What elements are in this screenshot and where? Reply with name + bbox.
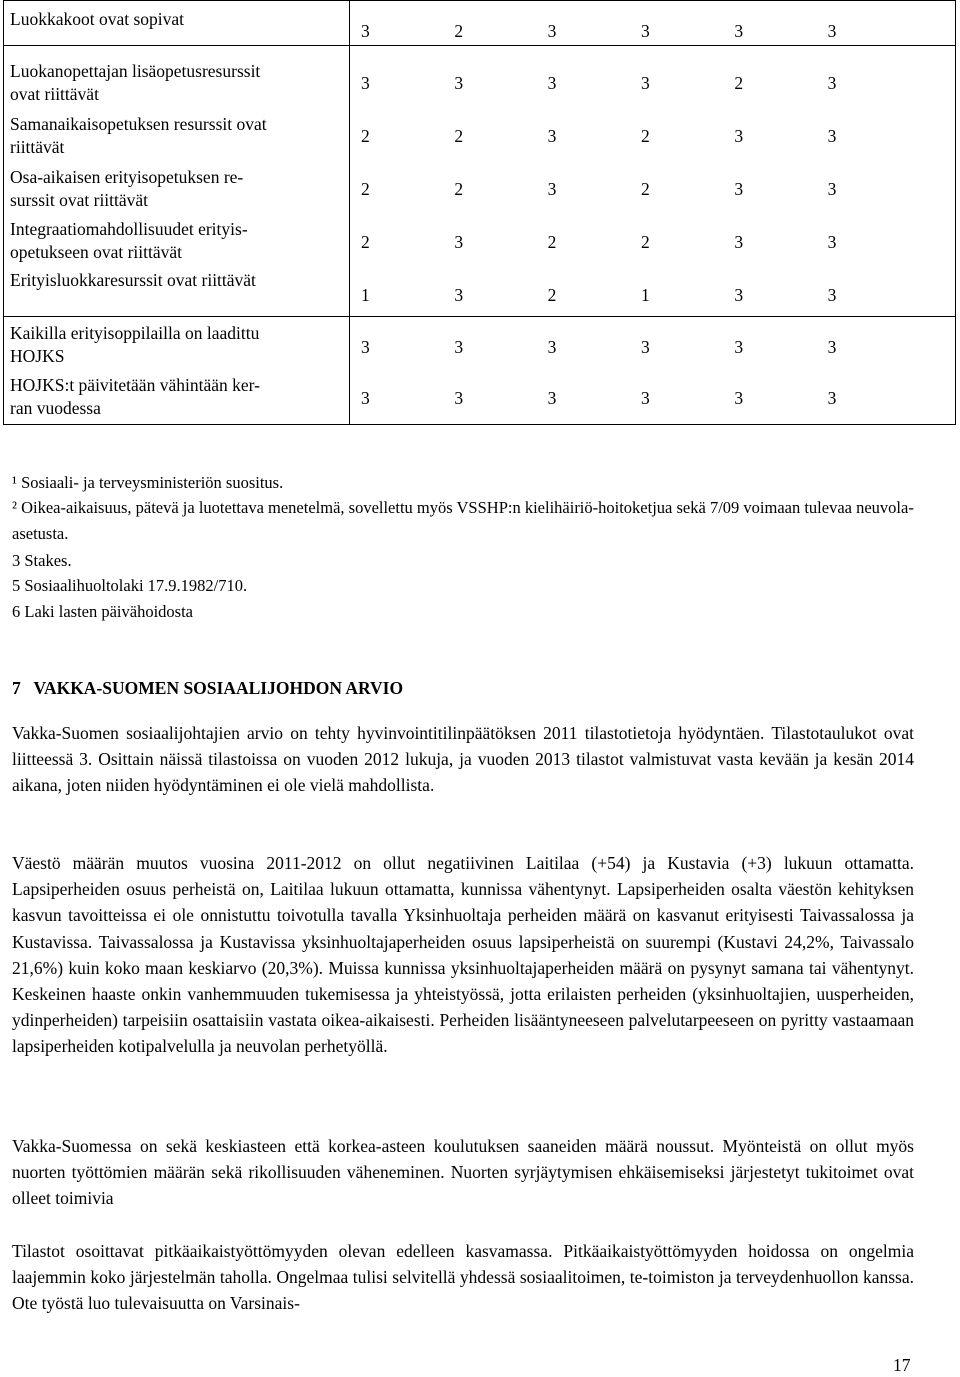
table-cell: 3 xyxy=(734,388,744,408)
table-row-label: Luokkakoot ovat sopivat xyxy=(10,9,185,29)
footnote: ¹ Sosiaali- ja terveysministeriön suositus. xyxy=(12,473,284,492)
table-cell: 3 xyxy=(827,73,837,93)
table-cell: 3 xyxy=(827,232,837,252)
table-cell: 2 xyxy=(734,73,744,93)
table-cell: 3 xyxy=(361,337,370,357)
section-heading: 7 VAKKA-SUOMEN SOSIAALIJOHDON ARVIO xyxy=(12,678,404,698)
table-cell: 3 xyxy=(640,388,650,408)
table-cell: 3 xyxy=(827,21,837,41)
table-cell: 3 xyxy=(454,73,464,93)
table-cell: 2 xyxy=(454,21,464,41)
table-cell: 3 xyxy=(454,337,464,357)
table-column-divider xyxy=(349,1,350,424)
table-cell: 3 xyxy=(454,388,464,408)
body-paragraph: Vakka-Suomen sosiaalijohtajien arvio on tehty hyvinvointitilinpäätöksen 2011 tilastotietoja hyödyntäen. Tilastotaulukot ovat liitteessä 3. Osittain näissä tilastoissa on vuoden 2012 lukuja, ja vuoden 2013 tilastot valmistuvat vasta kevään ja kesän 2014 aikana, joten niiden hyödyntäminen ei ole vielä mahdollista. xyxy=(12,723,914,796)
table-row-label: HOJKS:t päivitetään vähintään ker- ran vuodessa xyxy=(10,375,260,418)
table-row-values xyxy=(361,125,921,148)
table-cell: 2 xyxy=(361,232,370,252)
table-cell: 3 xyxy=(454,232,464,252)
table-row-values xyxy=(361,387,921,410)
table-row-label: Integraatiomahdollisuudet erityis- opetukseen ovat riittävät xyxy=(10,219,248,262)
page-number: 17 xyxy=(893,1355,911,1375)
table-cell: 3 xyxy=(827,337,837,357)
table-cell: 3 xyxy=(547,21,557,41)
table-row-label: Erityisluokkaresurssit ovat riittävät xyxy=(10,270,256,290)
table-cell: 3 xyxy=(361,21,370,41)
table-cell: 2 xyxy=(361,179,370,199)
table-row-divider xyxy=(4,316,955,317)
table-cell: 3 xyxy=(827,179,837,199)
table-row-values xyxy=(361,231,921,254)
footnote: 3 Stakes. xyxy=(12,551,72,570)
table-cell: 3 xyxy=(734,232,744,252)
footnote: ² Oikea-aikaisuus, pätevä ja luotettava menetelmä, sovellettu myös VSSHP:n kielihäiriö-hoitoketjua sekä 7/09 voimaan tulevaa neuvola-asetusta. xyxy=(12,498,914,543)
table-cell: 3 xyxy=(361,73,370,93)
table-cell: 2 xyxy=(454,179,464,199)
footnote: 6 Laki lasten päivähoidosta xyxy=(12,602,193,621)
table-cell: 2 xyxy=(454,126,464,146)
table-cell: 3 xyxy=(547,126,557,146)
table-cell: 3 xyxy=(734,21,744,41)
table-cell: 3 xyxy=(827,285,837,305)
body-paragraph: Väestö määrän muutos vuosina 2011-2012 on ollut negatiivinen Laitilaa (+54) ja Kustavia (+3) lukuun ottamatta. Lapsiperheiden osuus perheistä on, Laitilaa lukuun ottamatta, kunnissa vähentynyt. Lapsiperheiden osalta väestön kehityksen kasvun tavoitteissa ei ole onnistuttu toivotulla tavalla Yksinhuoltaja perheiden määrä on kasvanut erityisesti Taivassalossa ja Kustavissa. Taivassalossa ja Kustavissa yksinhuoltajaperheiden osuus lapsiperheistä on suurempi (Kustavi 24,2%, Taivassalo 21,6%) kuin koko maan keskiarvo (20,3%). Muissa kunnissa yksinhuoltajaperheiden määrä on pysynyt samana tai vähentynyt. Keskeinen haaste onkin vanhemmuuden tukemisessa ja yhteistyössä, jotta erilaisten perheiden (yksinhuoltajien, uusperheiden, ydinperheiden) tarpeisiin osattaisiin vastata oikea-aikaisesti. Perheiden lisääntyneeseen palvelutarpeeseen on pyritty vastaamaan lapsiperheiden kotipalvelulla ja neuvolan perhetyöllä. xyxy=(12,853,914,1057)
table-cell: 3 xyxy=(454,285,464,305)
table-row-values xyxy=(361,336,921,359)
table-row-label: Osa-aikaisen erityisopetuksen re- surssit ovat riittävät xyxy=(10,167,244,210)
table-cell: 3 xyxy=(640,73,650,93)
table-row-label: Luokanopettajan lisäopetusresurssit ovat riittävät xyxy=(10,61,261,104)
assessment-table xyxy=(3,0,956,425)
table-cell: 3 xyxy=(361,388,370,408)
table-cell: 2 xyxy=(640,126,650,146)
table-cell: 2 xyxy=(361,126,370,146)
table-row-values xyxy=(361,20,921,43)
table-cell: 3 xyxy=(734,179,744,199)
table-row-values xyxy=(361,72,921,95)
table-cell: 3 xyxy=(547,73,557,93)
table-cell: 1 xyxy=(640,285,650,305)
table-cell: 3 xyxy=(734,285,744,305)
table-cell: 1 xyxy=(361,285,370,305)
body-paragraph: Tilastot osoittavat pitkäaikaistyöttömyyden olevan edelleen kasvamassa. Pitkäaikaistyöttömyyden hoidossa on ongelmia laajemmin koko järjestelmän taholla. Ongelmaa tulisi selvitellä yhdessä sosiaalitoimen, te-toimiston ja terveydenhuollon kanssa. Ote työstä luo tulevaisuutta on Varsinais- xyxy=(12,1241,914,1314)
table-cell: 3 xyxy=(547,388,557,408)
table-row-label: Kaikilla erityisoppilailla on laadittu HOJKS xyxy=(10,323,260,366)
table-cell: 3 xyxy=(640,21,650,41)
table-cell: 3 xyxy=(827,126,837,146)
table-cell: 3 xyxy=(547,337,557,357)
footnote: 5 Sosiaalihuoltolaki 17.9.1982/710. xyxy=(12,576,248,595)
table-row-divider xyxy=(4,45,955,46)
table-cell: 2 xyxy=(640,232,650,252)
table-cell: 3 xyxy=(640,337,650,357)
table-row-label: Samanaikaisopetuksen resurssit ovat riittävät xyxy=(10,114,267,157)
table-row-values xyxy=(361,284,921,307)
table-cell: 3 xyxy=(734,126,744,146)
table-cell: 3 xyxy=(827,388,837,408)
body-paragraph: Vakka-Suomessa on sekä keskiasteen että korkea-asteen koulutuksen saaneiden määrä noussut. Myönteistä on ollut myös nuorten työttömien määrän sekä rikollisuuden väheneminen. Nuorten syrjäytymisen ehkäisemiseksi järjestetyt tukitoimet ovat olleet toimivia xyxy=(12,1136,914,1209)
table-cell: 2 xyxy=(547,285,557,305)
table-cell: 3 xyxy=(734,337,744,357)
table-cell: 2 xyxy=(547,232,557,252)
table-cell: 2 xyxy=(640,179,650,199)
table-cell: 3 xyxy=(547,179,557,199)
table-row-values xyxy=(361,178,921,201)
